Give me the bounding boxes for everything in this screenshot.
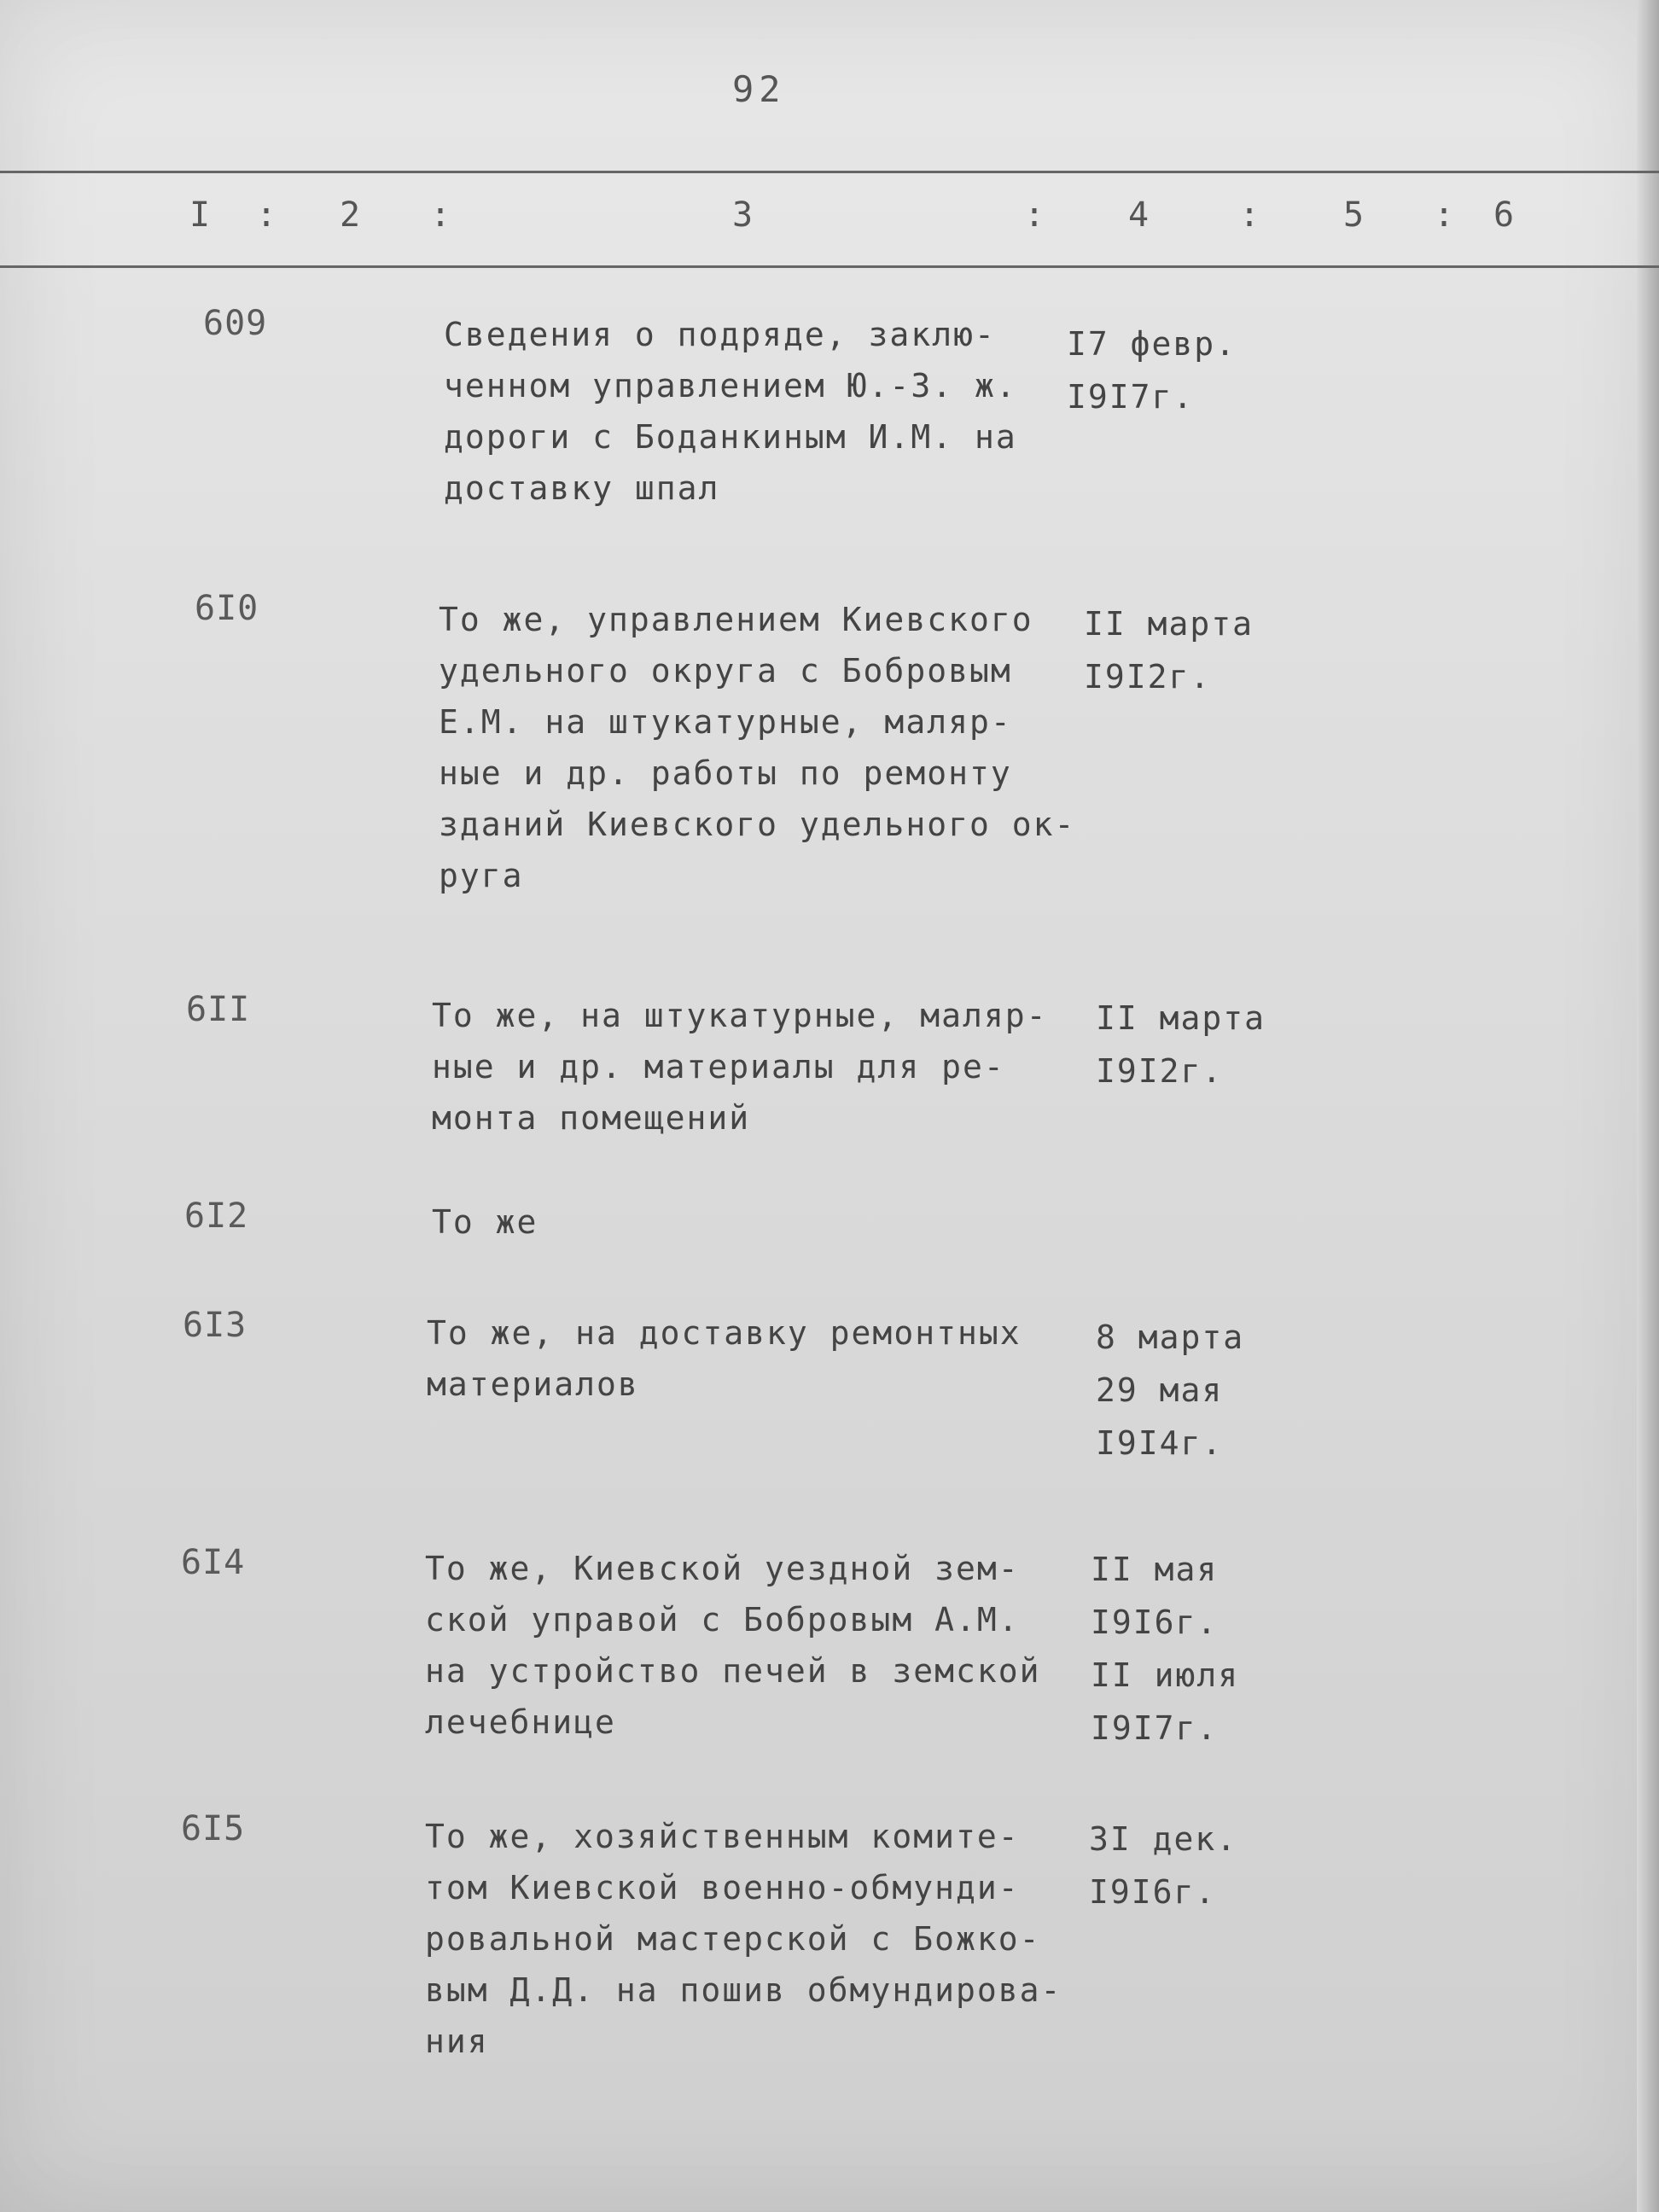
description-line: удельного округа с Бобровым	[439, 652, 1012, 690]
description-line: Сведения о подряде, заклю-	[444, 316, 996, 353]
column-number-4: 4	[1128, 195, 1150, 235]
description-line: зданий Киевского удельного ок-	[439, 806, 1076, 843]
description-line: То же, управлением Киевского	[439, 601, 1033, 638]
entry-date	[1084, 597, 1254, 703]
column-separator: :	[256, 195, 277, 235]
date-line: I9I2г.	[1096, 1052, 1224, 1090]
date-line: 3I дек.	[1089, 1820, 1238, 1858]
column-number-5: 5	[1343, 195, 1365, 235]
date-line: II марта	[1084, 605, 1254, 643]
date-line: I9I2г.	[1084, 658, 1212, 696]
column-number-2: 2	[340, 195, 361, 235]
entry-number: 6I0	[195, 589, 259, 628]
description-line: ные и др. материалы для ре-	[432, 1048, 1005, 1086]
date-line: I9I6г.	[1091, 1604, 1219, 1641]
date-line: II мая	[1091, 1551, 1219, 1588]
description-line: лечебнице	[425, 1703, 616, 1741]
page-edge-shadow	[1637, 0, 1659, 2212]
column-number-6: 6	[1493, 195, 1515, 235]
date-line: I9I7г.	[1067, 378, 1195, 416]
description-line: дороги с Боданкиным И.М. на	[444, 418, 1017, 456]
entry-description	[432, 1196, 538, 1248]
description-line: материалов	[427, 1365, 639, 1403]
date-line: II июля	[1091, 1656, 1240, 1694]
description-line: ния	[425, 2023, 489, 2060]
entry-description	[444, 309, 1017, 514]
page-number: 92	[732, 68, 786, 110]
column-separator: :	[1434, 195, 1455, 235]
date-line: 8 марта	[1096, 1318, 1245, 1356]
description-line: То же	[432, 1203, 538, 1241]
description-line: руга	[439, 857, 524, 894]
description-line: том Киевской военно-обмунди-	[425, 1869, 1020, 1906]
entry-description	[432, 990, 1047, 1144]
column-number-1: I	[189, 195, 211, 235]
description-line: ской управой с Бобровым А.М.	[425, 1601, 1020, 1639]
entry-date	[1096, 992, 1266, 1097]
date-line: I9I6г.	[1089, 1873, 1217, 1911]
description-line: То же, хозяйственным комите-	[425, 1818, 1020, 1855]
column-separator: :	[430, 195, 451, 235]
description-line: То же, на доставку ремонтных	[427, 1314, 1022, 1352]
column-number-3: 3	[732, 195, 754, 235]
column-separator: :	[1024, 195, 1045, 235]
entry-date	[1067, 317, 1237, 423]
entry-description	[439, 594, 1075, 901]
description-line: монта помещений	[432, 1099, 751, 1137]
description-line: То же, Киевской уездной зем-	[425, 1550, 1020, 1587]
description-line: То же, на штукатурные, маляр-	[432, 997, 1048, 1034]
entry-date	[1091, 1543, 1239, 1755]
column-separator: :	[1239, 195, 1260, 235]
entry-number: 6I4	[181, 1543, 246, 1582]
entry-number: 6I5	[181, 1809, 246, 1848]
entry-number: 609	[203, 304, 268, 343]
date-line: I9I7г.	[1091, 1709, 1219, 1747]
date-line: I7 февр.	[1067, 325, 1237, 363]
entry-number: 6I3	[183, 1306, 247, 1345]
entry-number: 6II	[186, 990, 251, 1029]
description-line: Е.М. на штукатурные, маляр-	[439, 703, 1012, 741]
entry-description	[425, 1811, 1062, 2067]
entry-description	[427, 1307, 1022, 1410]
description-line: на устройство печей в земской	[425, 1652, 1041, 1690]
description-line: ные и др. работы по ремонту	[439, 754, 1012, 792]
description-line: ченном управлением Ю.-З. ж.	[444, 367, 1017, 405]
description-line: доставку шпал	[444, 469, 720, 507]
date-line: I9I4г.	[1096, 1424, 1224, 1462]
entry-date	[1089, 1813, 1237, 1918]
entry-number: 6I2	[184, 1196, 249, 1236]
entry-description	[425, 1543, 1040, 1748]
entry-date	[1096, 1311, 1244, 1470]
date-line: II марта	[1096, 999, 1266, 1037]
column-header-row	[0, 171, 1659, 268]
description-line: вым Д.Д. на пошив обмундирова-	[425, 1971, 1062, 2009]
description-line: ровальной мастерской с Божко-	[425, 1920, 1041, 1958]
date-line: 29 мая	[1096, 1371, 1224, 1409]
